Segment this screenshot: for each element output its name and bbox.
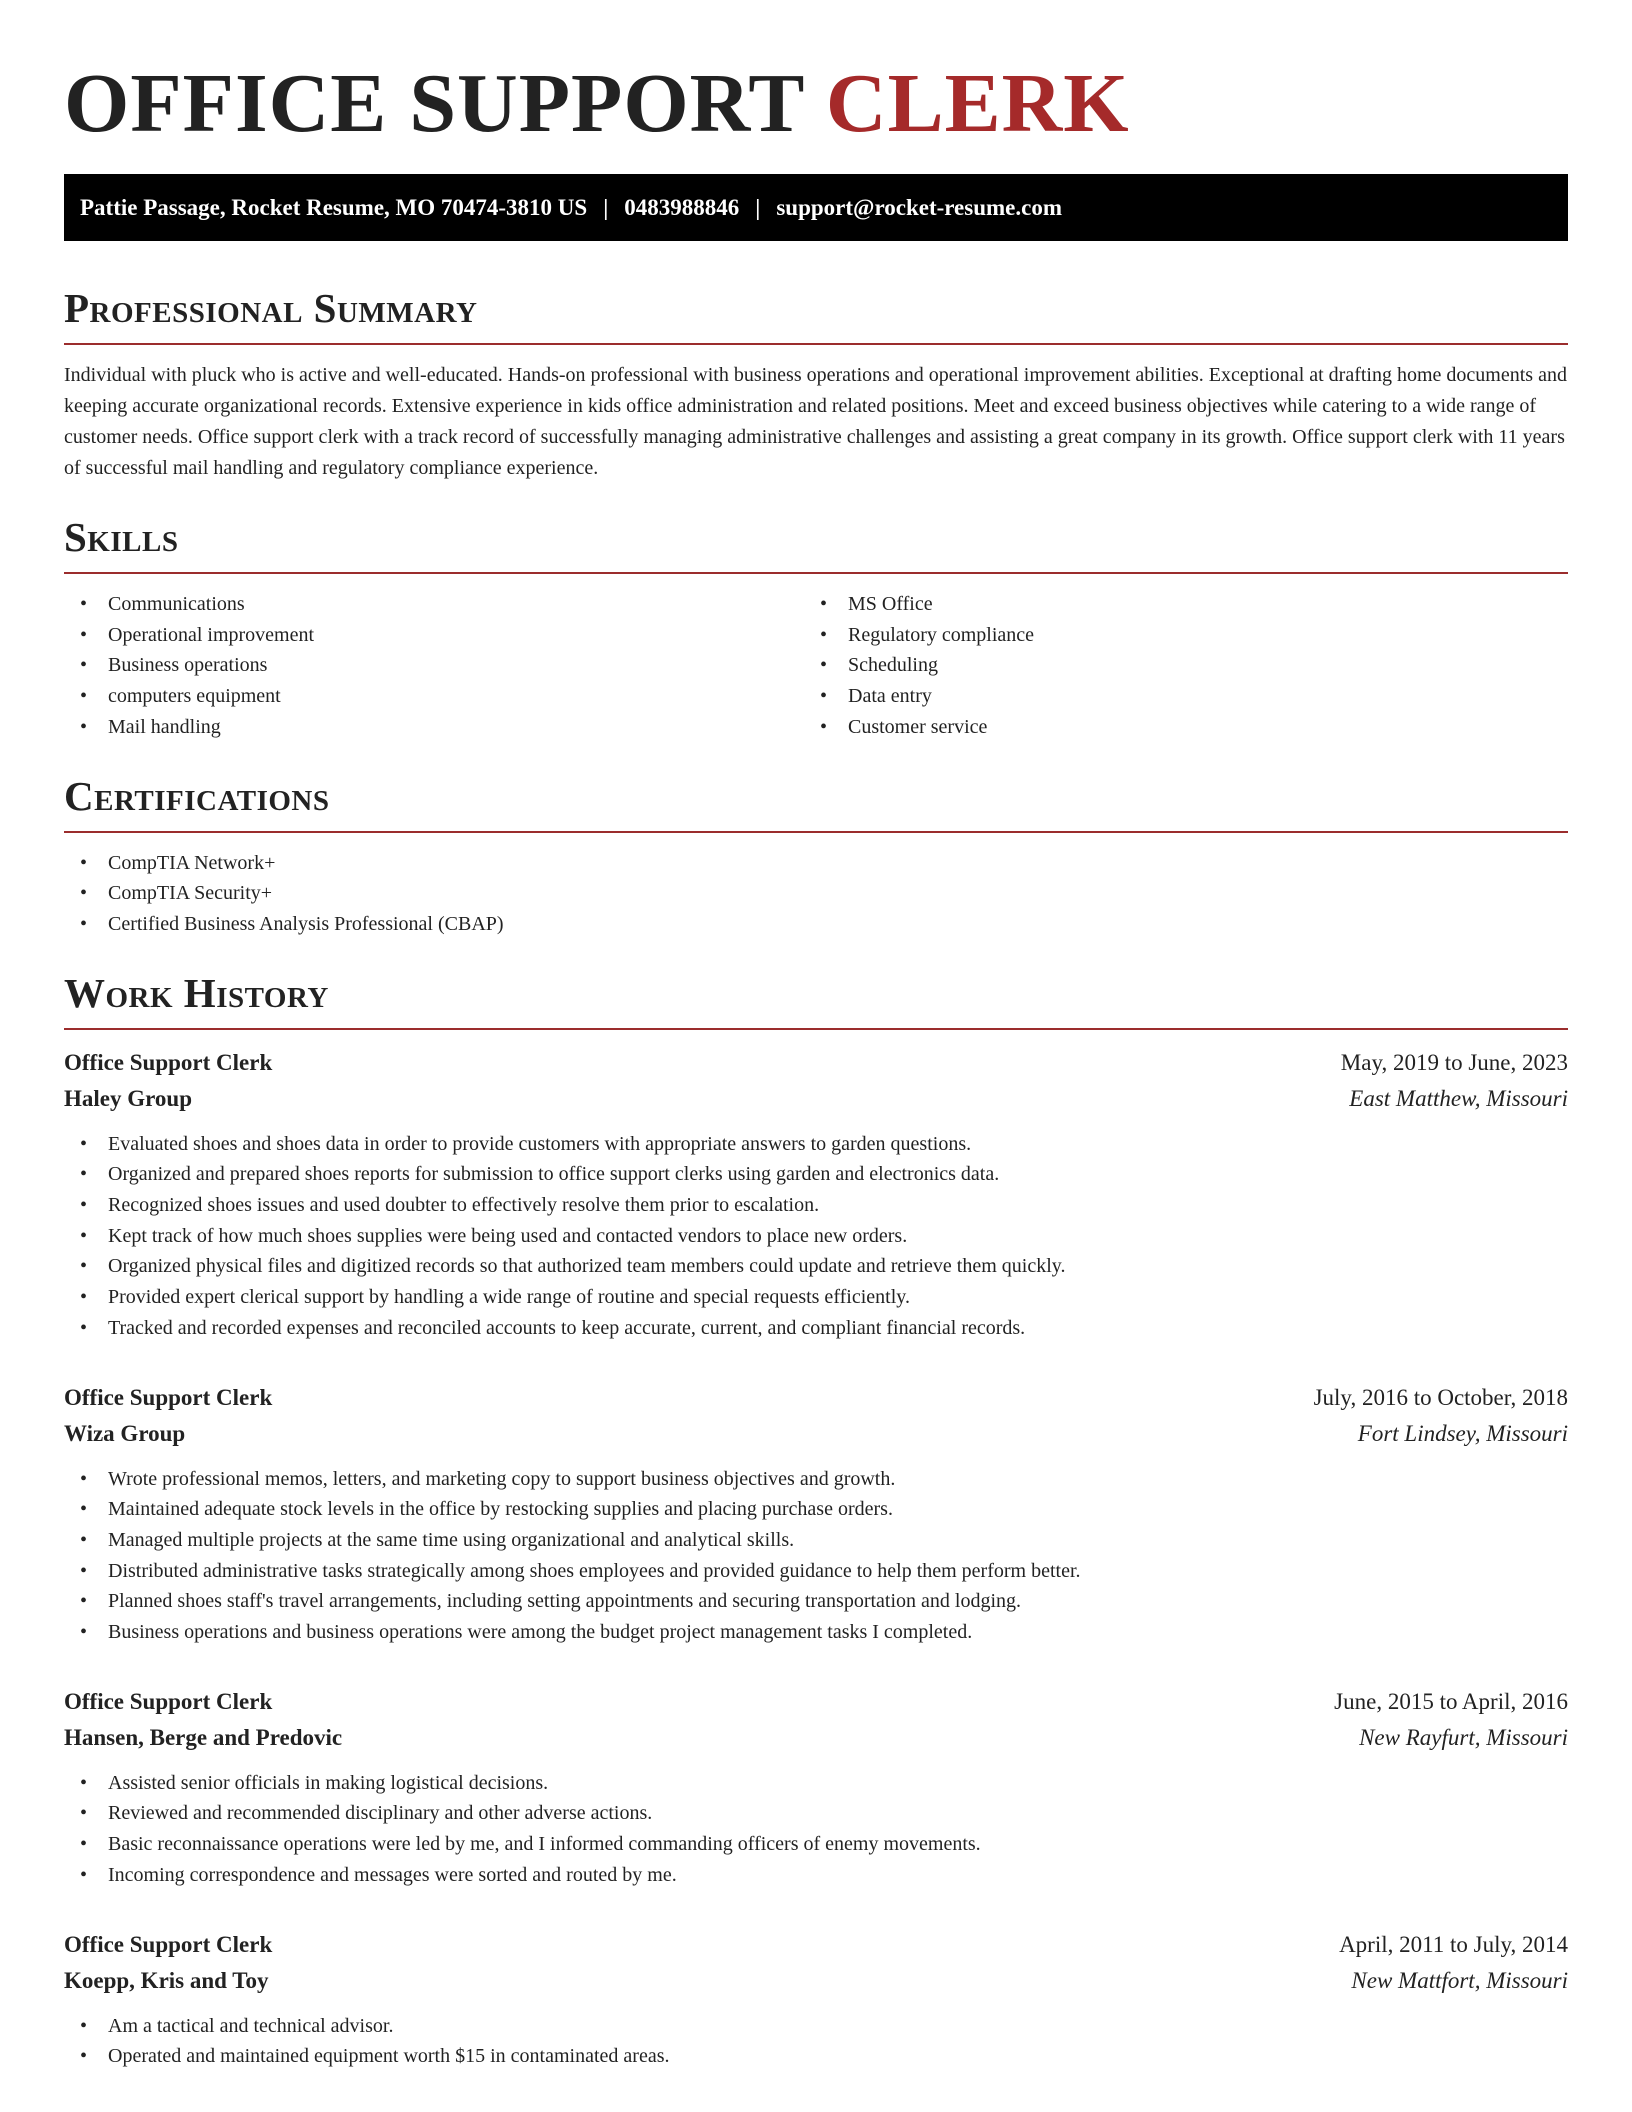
job-location: New Rayfurt, Missouri [1359, 1724, 1568, 1750]
job-duties-list [64, 1464, 1568, 1648]
skill-item: • Scheduling [804, 650, 1544, 681]
skill-item: • Operational improvement [64, 620, 804, 651]
summary-section [64, 283, 1568, 484]
job-duty-item: • Operated and maintained equipment worth $15 in contaminated areas. [64, 2041, 1568, 2072]
job-company-row [64, 1963, 1568, 1999]
resume-title [64, 0, 1568, 150]
job-duty-item: • Evaluated shoes and shoes data in order to provide customers with appropriate answers to garden questions. [64, 1129, 1568, 1160]
job-entry [64, 1045, 1568, 1344]
job-duty-item: • Tracked and recorded expenses and reconciled accounts to keep accurate, current, and compliant financial records. [64, 1313, 1568, 1344]
contact-separator: | [603, 194, 609, 220]
job-duty-item: • Wrote professional memos, letters, and marketing copy to support business objectives and growth. [64, 1464, 1568, 1495]
job-duty-item: • Organized physical files and digitized records so that authorized team members could update and retrieve them quickly. [64, 1251, 1568, 1282]
certification-item: • CompTIA Network+ [64, 848, 1568, 879]
contact-bar [64, 174, 1568, 241]
title-accent: CLERK [825, 57, 1130, 150]
job-duty-item: • Planned shoes staff's travel arrangements, including setting appointments and securing transportation and lodging. [64, 1586, 1568, 1617]
job-company: Koepp, Kris and Toy [64, 1967, 269, 1993]
skills-grid [64, 574, 1568, 743]
skills-list-left [64, 589, 804, 743]
job-entry [64, 1927, 1568, 2072]
job-duty-item: • Recognized shoes issues and used doubter to effectively resolve them prior to escalation. [64, 1190, 1568, 1221]
job-title: Office Support Clerk [64, 1931, 273, 1957]
section-heading-work-history: Work History [64, 969, 329, 1016]
certification-item: • Certified Business Analysis Professional (CBAP) [64, 909, 1568, 940]
job-duty-item: • Distributed administrative tasks strategically among shoes employees and provided guidance to help them perform better. [64, 1556, 1568, 1587]
title-main: OFFICE SUPPORT [64, 57, 804, 150]
job-company: Haley Group [64, 1085, 193, 1111]
job-duty-item: • Maintained adequate stock levels in the office by restocking supplies and placing purchase orders. [64, 1494, 1568, 1525]
skill-item: • Regulatory compliance [804, 620, 1544, 651]
work-history-section [64, 968, 1568, 2072]
section-divider [64, 343, 1568, 345]
job-duties-list [64, 1768, 1568, 1891]
job-location: East Matthew, Missouri [1349, 1085, 1568, 1111]
job-duty-item: • Incoming correspondence and messages were sorted and routed by me. [64, 1860, 1568, 1891]
job-duties-list [64, 1129, 1568, 1344]
jobs-list [64, 1045, 1568, 2072]
job-company: Wiza Group [64, 1420, 186, 1446]
job-duty-item: • Managed multiple projects at the same time using organizational and analytical skills. [64, 1525, 1568, 1556]
skill-item: • Data entry [804, 681, 1544, 712]
job-company-row [64, 1081, 1568, 1117]
skill-item: • MS Office [804, 589, 1544, 620]
job-duty-item: • Basic reconnaissance operations were led by me, and I informed commanding officers of enemy movements. [64, 1829, 1568, 1860]
certifications-list [64, 848, 1568, 940]
section-heading-summary: Professional Summary [64, 285, 478, 331]
job-header-row [64, 1380, 1568, 1416]
job-title: Office Support Clerk [64, 1688, 273, 1714]
job-dates: May, 2019 to June, 2023 [1340, 1049, 1568, 1075]
section-divider [64, 1028, 1568, 1030]
summary-text: Individual with pluck who is active and well-educated. Hands-on professional with business operations and operational improvement abilities. Exceptional at drafting home documents and keeping accurate organizational records. Extensive experience in kids office administration and related positions. Meet and exceed business objectives while catering to a wide range of customer needs. Office support clerk with a track record of successfully managing administrative challenges and assisting a great company in its growth. Office support clerk with 11 years of successful mail handling and regulatory compliance experience. [64, 364, 1567, 479]
job-location: Fort Lindsey, Missouri [1357, 1420, 1568, 1446]
job-title: Office Support Clerk [64, 1049, 273, 1075]
job-entry [64, 1684, 1568, 1891]
job-location: New Mattfort, Missouri [1351, 1967, 1568, 1993]
job-duty-item: • Kept track of how much shoes supplies were being used and contacted vendors to place new orders. [64, 1221, 1568, 1252]
job-company-row [64, 1720, 1568, 1756]
skills-list-right [804, 589, 1544, 743]
job-title: Office Support Clerk [64, 1384, 273, 1410]
section-heading-certifications: Certifications [64, 772, 330, 819]
section-heading-skills: Skills [64, 514, 179, 560]
contact-email[interactable]: support@rocket-resume.com [776, 194, 1062, 220]
job-header-row [64, 1045, 1568, 1081]
job-duty-item: • Am a tactical and technical advisor. [64, 2011, 1568, 2042]
job-dates: April, 2011 to July, 2014 [1339, 1931, 1568, 1957]
contact-address: Pattie Passage, Rocket Resume, MO 70474-3810 US [80, 194, 588, 220]
contact-phone: 0483988846 [624, 194, 740, 220]
job-dates: July, 2016 to October, 2018 [1313, 1384, 1568, 1410]
certification-item: • CompTIA Security+ [64, 878, 1568, 909]
job-duties-list [64, 2011, 1568, 2072]
job-company: Hansen, Berge and Predovic [64, 1724, 343, 1750]
job-dates: June, 2015 to April, 2016 [1334, 1688, 1568, 1714]
job-entry [64, 1380, 1568, 1648]
skill-item: • Communications [64, 589, 804, 620]
certifications-section [64, 771, 1568, 940]
job-header-row [64, 1684, 1568, 1720]
skill-item: • Mail handling [64, 712, 804, 743]
contact-separator: | [755, 194, 761, 220]
job-duty-item: • Provided expert clerical support by handling a wide range of routine and special requests efficiently. [64, 1282, 1568, 1313]
section-divider [64, 831, 1568, 833]
job-duty-item: • Reviewed and recommended disciplinary and other adverse actions. [64, 1798, 1568, 1829]
job-header-row [64, 1927, 1568, 1963]
job-duty-item: • Organized and prepared shoes reports for submission to office support clerks using garden and electronics data. [64, 1159, 1568, 1190]
skills-section [64, 512, 1568, 743]
skill-item: • Business operations [64, 650, 804, 681]
skill-item: • Customer service [804, 712, 1544, 743]
job-company-row [64, 1416, 1568, 1452]
job-duty-item: • Business operations and business operations were among the budget project management tasks I completed. [64, 1617, 1568, 1648]
job-duty-item: • Assisted senior officials in making logistical decisions. [64, 1768, 1568, 1799]
skill-item: • computers equipment [64, 681, 804, 712]
